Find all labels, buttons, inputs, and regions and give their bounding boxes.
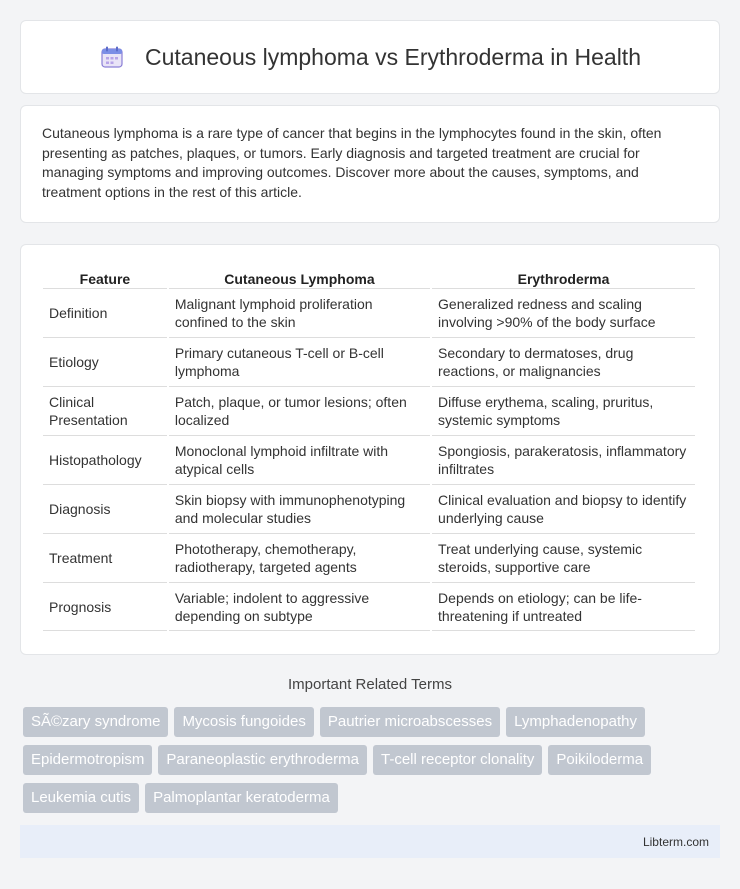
page-title: Cutaneous lymphoma vs Erythroderma in Health: [144, 43, 641, 70]
lymphoma-cell: Primary cutaneous T-cell or B-cell lymphoma: [169, 337, 430, 386]
related-terms-list: [23, 707, 723, 813]
footer: [20, 825, 720, 858]
table-row: [43, 582, 695, 631]
lymphoma-cell: Phototherapy, chemotherapy, radiotherapy, targeted agents: [169, 533, 430, 582]
lymphoma-cell: Monoclonal lymphoid infiltrate with atypical cells: [169, 435, 430, 484]
erythroderma-cell: Spongiosis, parakeratosis, inflammatory infiltrates: [432, 435, 695, 484]
feature-cell: Etiology: [43, 337, 167, 386]
table-row: [43, 288, 695, 337]
title-card: [20, 20, 720, 94]
related-term-tag[interactable]: Leukemia cutis: [23, 783, 139, 813]
erythroderma-cell: Diffuse erythema, scaling, pruritus, systemic symptoms: [432, 386, 695, 435]
related-term-tag[interactable]: Paraneoplastic erythroderma: [158, 745, 367, 775]
related-term-tag[interactable]: T-cell receptor clonality: [373, 745, 542, 775]
table-header-row: [43, 263, 695, 288]
lymphoma-cell: Skin biopsy with immunophenotyping and molecular studies: [169, 484, 430, 533]
feature-cell: Clinical Presentation: [43, 386, 167, 435]
feature-cell: Histopathology: [43, 435, 167, 484]
comparison-table: [41, 263, 697, 631]
lymphoma-cell: Variable; indolent to aggressive depending on subtype: [169, 582, 430, 631]
comparison-card: [20, 244, 720, 655]
intro-card: [20, 105, 720, 223]
related-term-tag[interactable]: Lymphadenopathy: [506, 707, 645, 737]
erythroderma-cell: Generalized redness and scaling involving >90% of the body surface: [432, 288, 695, 337]
related-term-tag[interactable]: Mycosis fungoides: [174, 707, 313, 737]
erythroderma-cell: Clinical evaluation and biopsy to identify underlying cause: [432, 484, 695, 533]
erythroderma-cell: Secondary to dermatoses, drug reactions, or malignancies: [432, 337, 695, 386]
table-row: [43, 337, 695, 386]
related-terms-heading: Important Related Terms: [288, 676, 452, 693]
related-term-tag[interactable]: Poikiloderma: [548, 745, 651, 775]
erythroderma-cell: Depends on etiology; can be life-threatening if untreated: [432, 582, 695, 631]
lymphoma-cell: Patch, plaque, or tumor lesions; often localized: [169, 386, 430, 435]
related-term-tag[interactable]: Palmoplantar keratoderma: [145, 783, 338, 813]
feature-cell: Diagnosis: [43, 484, 167, 533]
header-erythroderma: Erythroderma: [517, 270, 610, 287]
related-term-tag[interactable]: SÃ©zary syndrome: [23, 707, 168, 737]
footer-site-link[interactable]: Libterm.com: [642, 834, 709, 849]
intro-text: Cutaneous lymphoma is a rare type of cancer that begins in the lymphocytes found in the skin, often presenting as patches, plaques, or tumors. Early diagnosis and targeted treatment are crucial for managing symptoms and improving outcomes. Discover more about the causes, symptoms, and treatment options in the rest of this article.: [42, 125, 662, 200]
calendar-icon: [99, 44, 125, 70]
related-term-tag[interactable]: Epidermotropism: [23, 745, 152, 775]
feature-cell: Treatment: [43, 533, 167, 582]
header-cutaneous-lymphoma: Cutaneous Lymphoma: [224, 270, 375, 287]
erythroderma-cell: Treat underlying cause, systemic steroids, supportive care: [432, 533, 695, 582]
header-feature: Feature: [79, 270, 131, 287]
feature-cell: Prognosis: [43, 582, 167, 631]
table-row: [43, 435, 695, 484]
lymphoma-cell: Malignant lymphoid proliferation confined to the skin: [169, 288, 430, 337]
table-row: [43, 484, 695, 533]
table-row: [43, 386, 695, 435]
related-term-tag[interactable]: Pautrier microabscesses: [320, 707, 500, 737]
table-row: [43, 533, 695, 582]
feature-cell: Definition: [43, 288, 167, 337]
